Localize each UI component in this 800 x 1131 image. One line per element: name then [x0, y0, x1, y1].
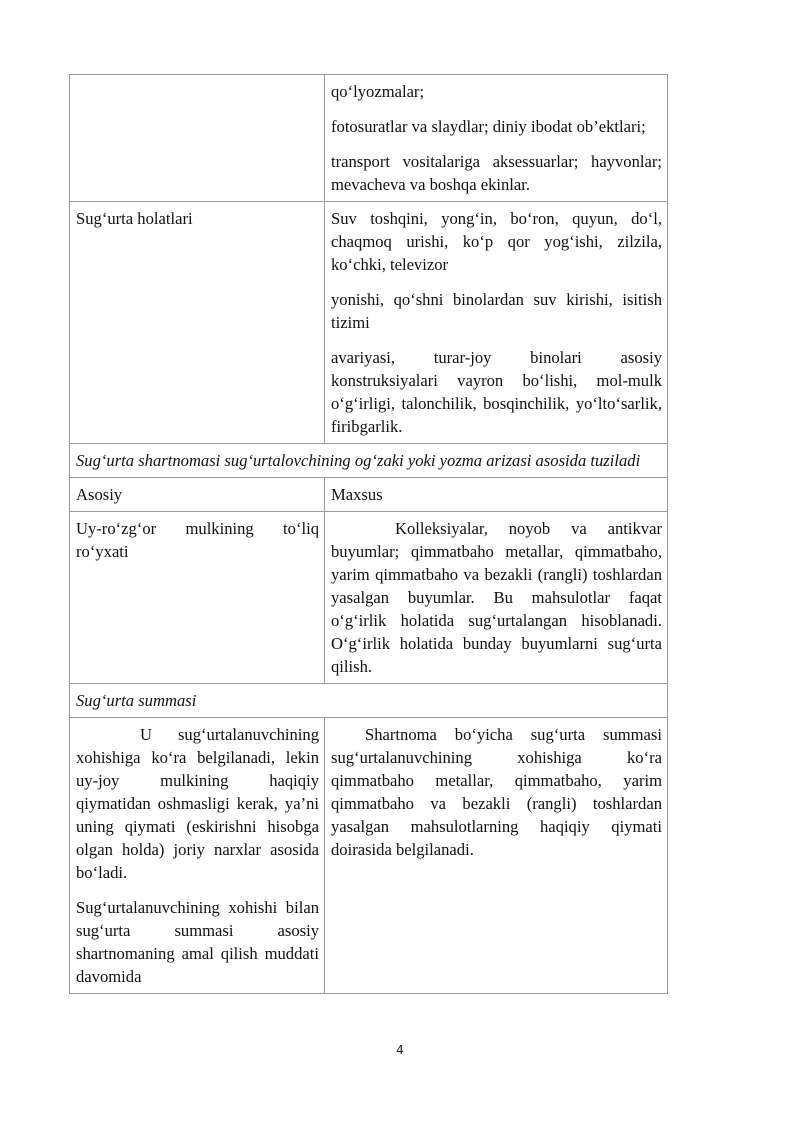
cell-paragraph: qo‘lyozmalar;: [331, 82, 425, 101]
table-row: [70, 202, 668, 444]
cell-paragraph: Suv toshqini, yong‘in, bo‘ron, quyun, do‘l, chaqmoq urishi, ko‘p qor yog‘ishi, zilzila, ko‘chki, televizor: [331, 209, 662, 274]
section-heading: Sug‘urta shartnomasi sug‘urtalovchining og‘zaki yoki yozma arizasi asosida tuziladi: [76, 451, 641, 470]
table-cell: [70, 202, 325, 444]
column-header-cell: [70, 478, 325, 512]
cell-paragraph: avariyasi, turar-joy binolari asosiy konstruksiyalari vayron bo‘lishi, mol-mulk o‘g‘irligi, talonchilik, bosqinchilik, yo‘lto‘sarlik, firibgarlik.: [331, 348, 662, 436]
cell-paragraph: Kolleksiyalar, noyob va antikvar buyumlar; qimmatbaho metallar, qimmatbaho, yarim qimmatbaho va bezakli (rangli) toshlardan yasalgan buyumlar. Bu mahsulotlar faqat o‘g‘irlik holatida sug‘urtalangan hisoblanadi. O‘g‘irlik holatida bunday buyumlarni sug‘urta qilish.: [331, 519, 662, 676]
column-header-cell: [325, 478, 668, 512]
column-header-special: Maxsus: [331, 485, 383, 504]
cell-paragraph: yonishi, qo‘shni binolardan suv kirishi, isitish tizimi: [331, 290, 662, 332]
cell-paragraph: transport vositalariga aksessuarlar; hayvonlar; mevacheva va boshqa ekinlar.: [331, 152, 662, 194]
table-cell: [325, 75, 668, 202]
table-cell: [325, 512, 668, 684]
row-label: Sug‘urta holatlari: [76, 209, 193, 228]
section-heading-cell: [70, 684, 668, 718]
cell-paragraph: U sug‘urtalanuvchining xohishiga ko‘ra belgilanadi, lekin uy-joy mulkining haqiqiy qiymatidan oshmasligi kerak, ya’ni uning qiymati (eskirishni hisobga olgan holda) joriy narxlar asosida bo‘ladi.: [76, 725, 319, 882]
table-row: [70, 75, 668, 202]
table-row: [70, 718, 668, 994]
cell-paragraph: Sug‘urtalanuvchining xohishi bilan sug‘urta summasi asosiy shartnomaning amal qilish muddati davomida: [76, 898, 319, 986]
table-cell: [325, 202, 668, 444]
cell-paragraph: Uy-ro‘zg‘or mulkining to‘liq ro‘yxati: [76, 519, 319, 561]
table-cell: [70, 512, 325, 684]
page-number: 4: [396, 1043, 404, 1057]
cell-paragraph: fotosuratlar va slaydlar; diniy ibodat ob’ektlari;: [331, 117, 646, 136]
table-row: [70, 478, 668, 512]
table-cell: [325, 718, 668, 994]
cell-paragraph: Shartnoma bo‘yicha sug‘urta summasi sug‘urtalanuvchining xohishiga ko‘ra qimmatbaho metallar, qimmatbaho, yarim qimmatbaho va bezakli (rangli) toshlardan yasalgan mahsulotlarning haqiqiy qiymati doirasida belgilanadi.: [331, 725, 662, 859]
section-heading-cell: [70, 444, 668, 478]
table-cell: [70, 718, 325, 994]
table-row: [70, 444, 668, 478]
column-header-basic: Asosiy: [76, 485, 123, 504]
table-row: [70, 512, 668, 684]
table-cell-empty: [70, 75, 325, 202]
table-row: [70, 684, 668, 718]
insurance-table: [69, 74, 668, 994]
section-heading: Sug‘urta summasi: [76, 691, 197, 710]
